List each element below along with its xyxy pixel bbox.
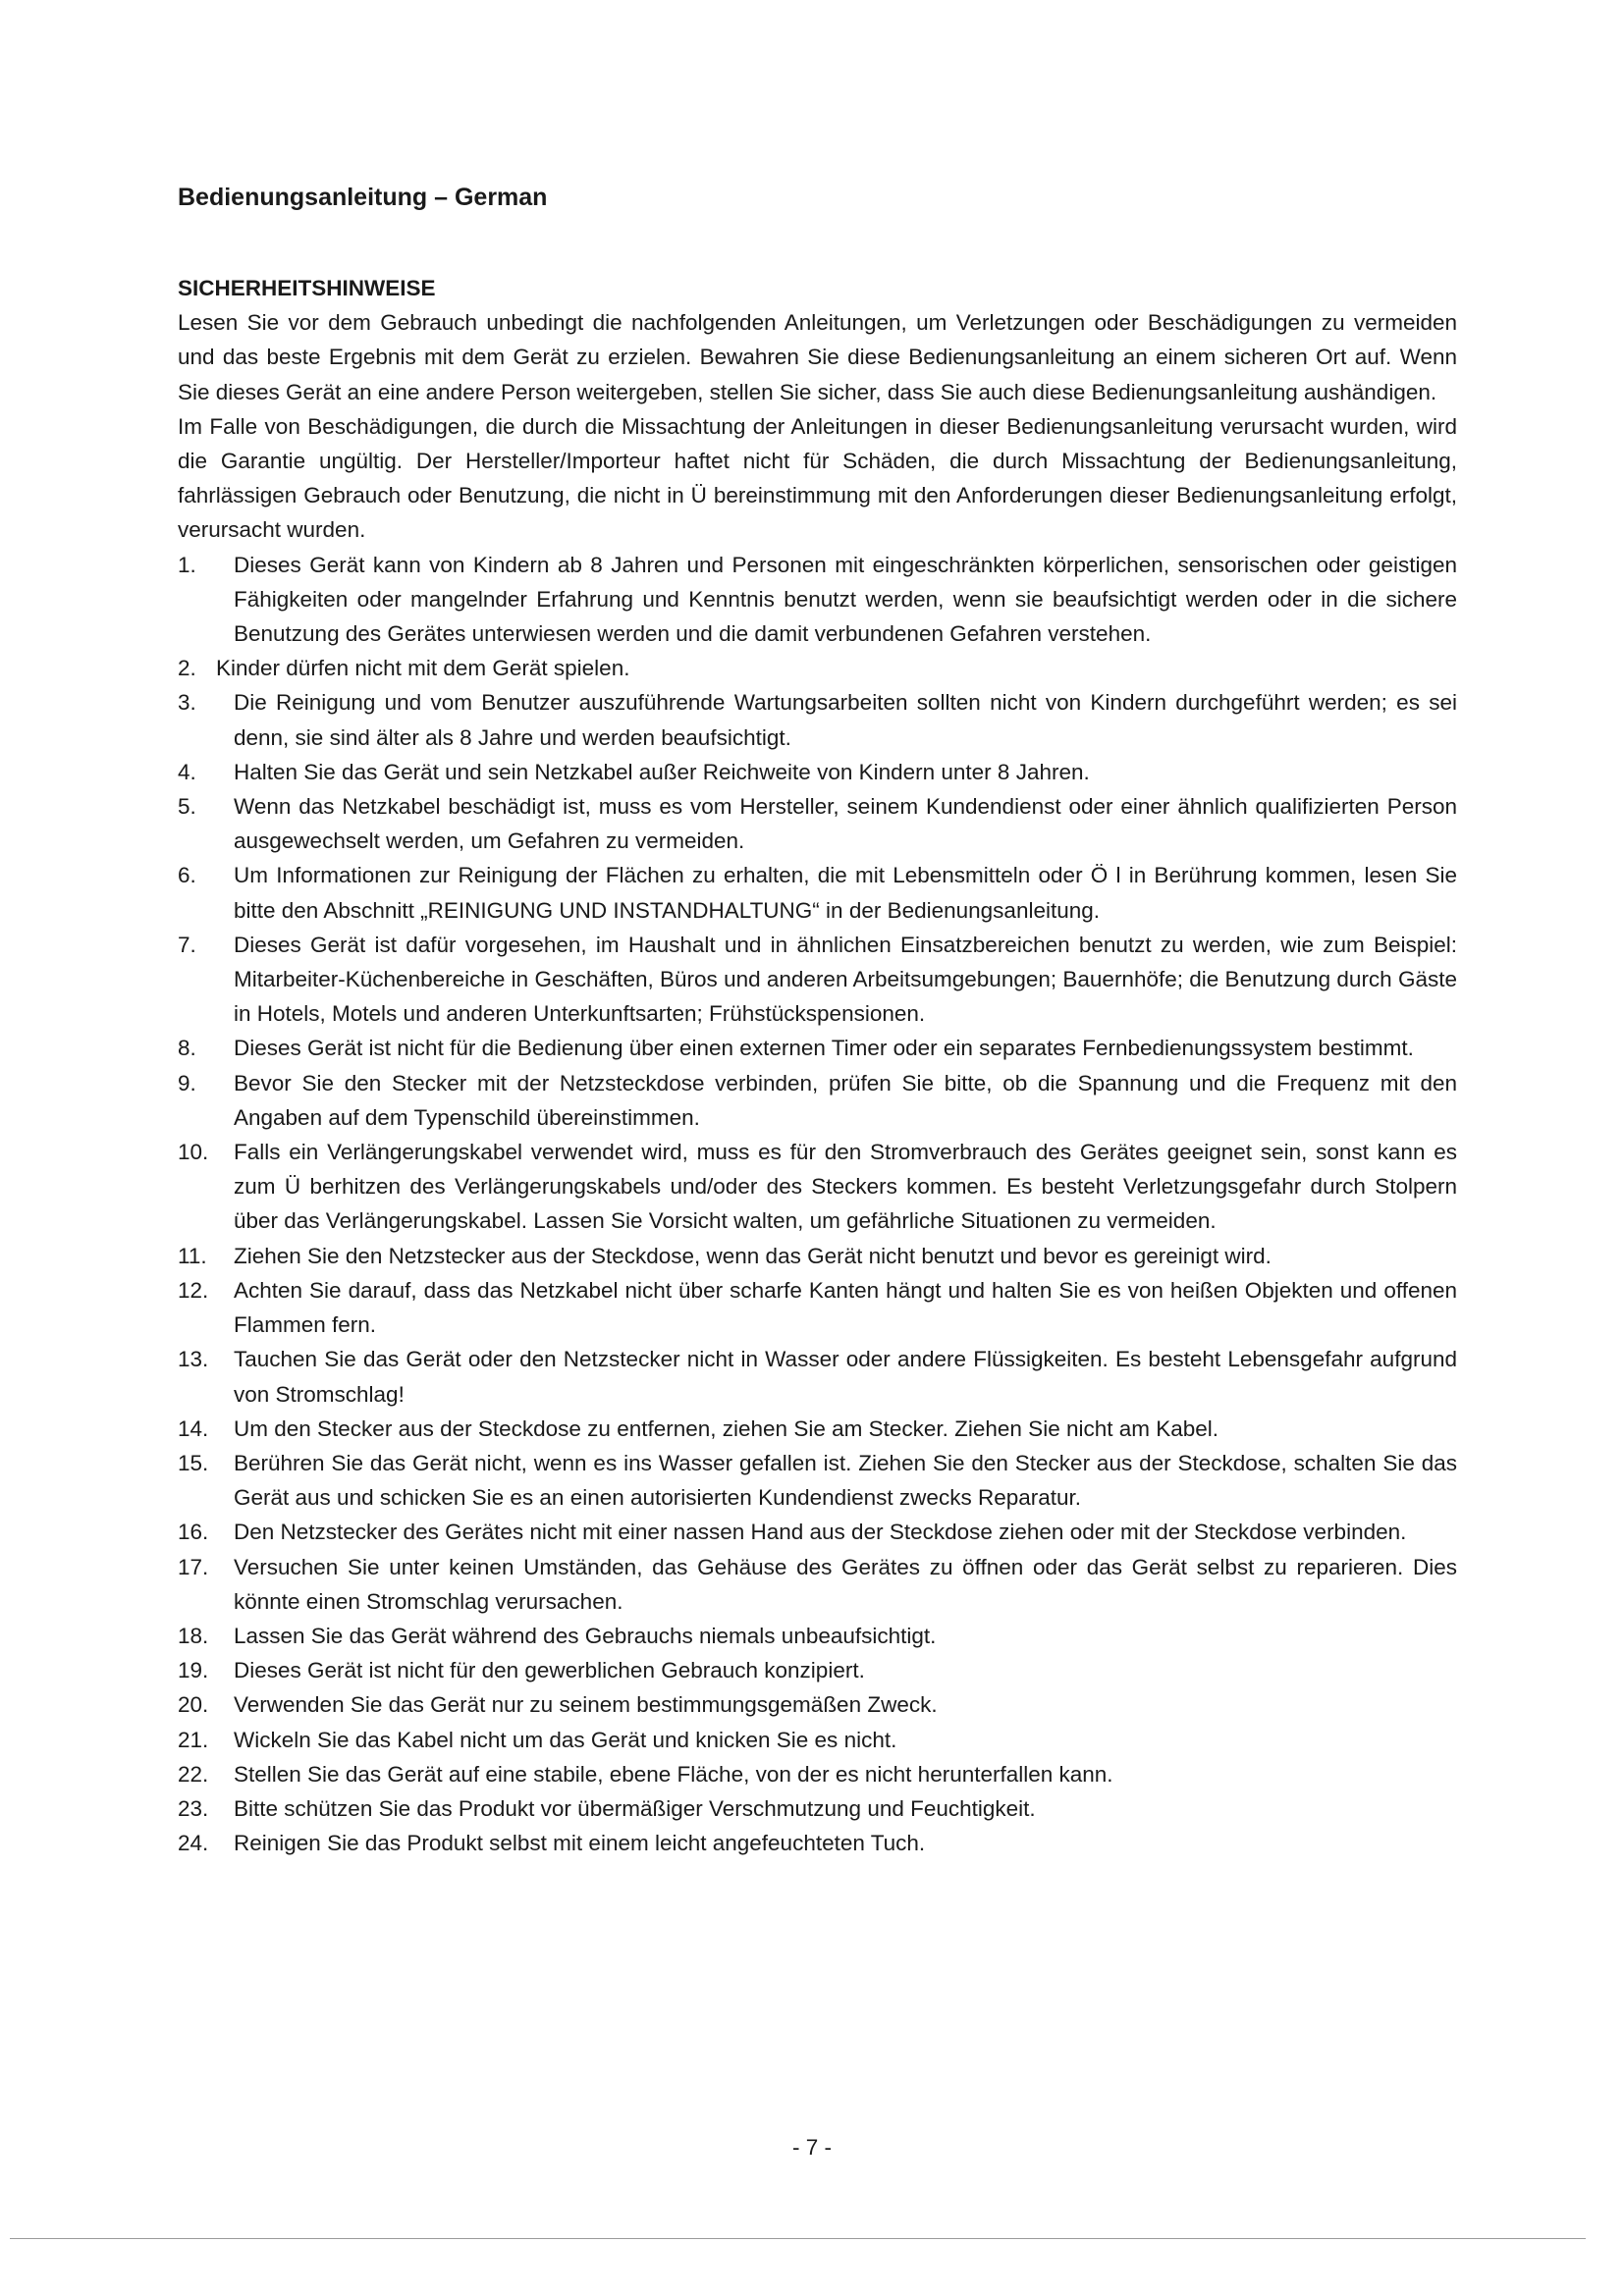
item-number: 4. xyxy=(178,759,196,784)
item-text: Achten Sie darauf, dass das Netzkabel nicht über scharfe Kanten hängt und halten Sie es von heißen Objekten und offenen Flammen fern. xyxy=(234,1277,1457,1338)
list-item xyxy=(178,1687,1457,1722)
item-number: 19. xyxy=(178,1658,209,1683)
item-number: 14. xyxy=(178,1415,209,1441)
item-text: Bevor Sie den Stecker mit der Netzsteckdose verbinden, prüfen Sie bitte, ob die Spannung und die Frequenz mit den Angaben auf dem Typenschild übereinstimmen. xyxy=(234,1070,1457,1130)
item-text: Falls ein Verlängerungskabel verwendet wird, muss es für den Stromverbrauch des Gerätes geeignet sein, sonst kann es zum Ü berhitzen des Verlängerungskabels und/oder des Steckers kommen. Es besteht Verletzungsgefahr durch Stolpern über das Verlängerungskabel. Lassen Sie Vorsicht walten, um gefährliche Situationen zu vermeiden. xyxy=(234,1140,1457,1234)
item-text: Um den Stecker aus der Steckdose zu entfernen, ziehen Sie am Stecker. Ziehen Sie nicht am Kabel. xyxy=(234,1415,1219,1441)
item-number: 24. xyxy=(178,1831,209,1856)
document-body xyxy=(178,271,1457,1860)
page-title: Bedienungsanleitung – German xyxy=(178,184,548,211)
list-item xyxy=(178,1653,1457,1687)
item-text: Reinigen Sie das Produkt selbst mit einem leicht angefeuchteten Tuch. xyxy=(234,1831,926,1856)
item-number: 9. xyxy=(178,1070,196,1095)
item-number: 5. xyxy=(178,794,196,820)
section-heading: SICHERHEITSHINWEISE xyxy=(178,276,436,300)
list-item xyxy=(178,1273,1457,1342)
item-text: Lassen Sie das Gerät während des Gebrauchs niemals unbeaufsichtigt. xyxy=(234,1623,937,1648)
item-text: Kinder dürfen nicht mit dem Gerät spielen. xyxy=(216,656,630,681)
item-text: Ziehen Sie den Netzstecker aus der Steckdose, wenn das Gerät nicht benutzt und bevor es gereinigt wird. xyxy=(234,1243,1272,1268)
list-item xyxy=(178,685,1457,754)
item-number: 8. xyxy=(178,1036,196,1061)
item-text: Wickeln Sie das Kabel nicht um das Gerät und knicken Sie es nicht. xyxy=(234,1727,897,1752)
safety-list xyxy=(178,548,1457,1861)
footer-divider xyxy=(10,2238,1586,2239)
list-item xyxy=(178,1619,1457,1653)
item-number: 10. xyxy=(178,1140,209,1165)
item-number: 6. xyxy=(178,863,196,888)
list-item xyxy=(178,1031,1457,1065)
warranty-paragraph: Im Falle von Beschädigungen, die durch die Missachtung der Anleitungen in dieser Bedienungsanleitung verursacht wurden, wird die Garantie ungültig. Der Hersteller/Importeur haftet nicht für Schäden, die durch Missachtung der Bedienungsanleitung, fahrlässigen Gebrauch oder Benutzung, die nicht in Ü bereinstimmung mit den Anforderungen dieser Bedienungsanleitung erfolgt, verursacht wurden. xyxy=(178,413,1457,543)
item-number: 1. xyxy=(178,552,196,577)
item-number: 15. xyxy=(178,1450,209,1475)
item-text: Verwenden Sie das Gerät nur zu seinem bestimmungsgemäßen Zweck. xyxy=(234,1692,938,1718)
item-text: Bitte schützen Sie das Produkt vor übermäßiger Verschmutzung und Feuchtigkeit. xyxy=(234,1795,1036,1821)
item-text: Dieses Gerät ist nicht für den gewerblichen Gebrauch konzipiert. xyxy=(234,1658,865,1683)
list-item xyxy=(178,651,1457,685)
item-text: Stellen Sie das Gerät auf eine stabile, ebene Fläche, von der es nicht herunterfallen kann. xyxy=(234,1761,1113,1787)
list-item xyxy=(178,789,1457,858)
item-text: Wenn das Netzkabel beschädigt ist, muss es vom Hersteller, seinem Kundendienst oder einer ähnlich qualifizierten Person ausgewechselt werden, um Gefahren zu vermeiden. xyxy=(234,794,1457,854)
item-text: Dieses Gerät kann von Kindern ab 8 Jahren und Personen mit eingeschränkten körperlichen, sensorischen oder geistigen Fähigkeiten oder mangelnder Erfahrung und Kenntnis benutzt werden, wenn sie beaufsichtigt werden oder in die sichere Benutzung des Gerätes unterwiesen werden und die damit verbundenen Gefahren verstehen. xyxy=(234,552,1457,647)
item-number: 23. xyxy=(178,1795,209,1821)
list-item xyxy=(178,1135,1457,1239)
item-number: 2. xyxy=(178,656,196,681)
list-item xyxy=(178,858,1457,927)
item-number: 20. xyxy=(178,1692,209,1718)
list-item xyxy=(178,1239,1457,1273)
list-item xyxy=(178,1791,1457,1826)
list-item xyxy=(178,1412,1457,1446)
list-item xyxy=(178,1757,1457,1791)
item-number: 16. xyxy=(178,1520,209,1545)
item-text: Halten Sie das Gerät und sein Netzkabel außer Reichweite von Kindern unter 8 Jahren. xyxy=(234,759,1090,784)
item-number: 11. xyxy=(178,1243,207,1268)
item-text: Die Reinigung und vom Benutzer auszuführende Wartungsarbeiten sollten nicht von Kindern durchgeführt werden; es sei denn, sie sind älter als 8 Jahre und werden beaufsichtigt. xyxy=(234,690,1457,750)
item-text: Dieses Gerät ist dafür vorgesehen, im Haushalt und in ähnlichen Einsatzbereichen benutzt zu werden, wie zum Beispiel: Mitarbeiter-Küchenbereiche in Geschäften, Büros und anderen Arbeitsumgebungen; Bauernhöfe; die Benutzung durch Gäste in Hotels, Motels und anderen Unterkunftsarten; Frühstückspensionen. xyxy=(234,932,1457,1027)
list-item xyxy=(178,1550,1457,1619)
list-item xyxy=(178,548,1457,652)
list-item xyxy=(178,928,1457,1032)
item-text: Versuchen Sie unter keinen Umständen, das Gehäuse des Gerätes zu öffnen oder das Gerät selbst zu reparieren. Dies könnte einen Stromschlag verursachen. xyxy=(234,1554,1457,1614)
intro-paragraph: Lesen Sie vor dem Gebrauch unbedingt die nachfolgenden Anleitungen, um Verletzungen oder Beschädigungen zu vermeiden und das beste Ergebnis mit dem Gerät zu erzielen. Bewahren Sie diese Bedienungsanleitung an einem sicheren Ort auf. Wenn Sie dieses Gerät an eine andere Person weitergeben, stellen Sie sicher, dass Sie auch diese Bedienungsanleitung aushändigen. xyxy=(178,310,1457,404)
list-item xyxy=(178,1342,1457,1411)
list-item xyxy=(178,1723,1457,1757)
list-item xyxy=(178,1446,1457,1515)
item-text: Den Netzstecker des Gerätes nicht mit einer nassen Hand aus der Steckdose ziehen oder mit der Steckdose verbinden. xyxy=(234,1520,1407,1545)
item-number: 7. xyxy=(178,932,196,957)
list-item xyxy=(178,755,1457,789)
item-number: 22. xyxy=(178,1761,209,1787)
item-number: 21. xyxy=(178,1727,209,1752)
item-number: 12. xyxy=(178,1277,209,1303)
item-text: Tauchen Sie das Gerät oder den Netzstecker nicht in Wasser oder andere Flüssigkeiten. Es besteht Lebensgefahr aufgrund von Stromschlag! xyxy=(234,1347,1457,1407)
list-item xyxy=(178,1066,1457,1135)
item-number: 17. xyxy=(178,1554,209,1579)
item-number: 3. xyxy=(178,690,196,716)
list-item xyxy=(178,1515,1457,1549)
list-item xyxy=(178,1826,1457,1860)
item-text: Um Informationen zur Reinigung der Flächen zu erhalten, die mit Lebensmitteln oder Ö l in Berührung kommen, lesen Sie bitte den Abschnitt „REINIGUNG UND INSTANDHALTUNG“ in der Bedienungsanleitung. xyxy=(234,863,1457,923)
page-number: - 7 - xyxy=(791,2135,832,2160)
item-number: 13. xyxy=(178,1347,209,1372)
item-text: Berühren Sie das Gerät nicht, wenn es ins Wasser gefallen ist. Ziehen Sie den Stecker aus der Steckdose, schalten Sie das Gerät aus und schicken Sie es an einen autorisierten Kundendienst zwecks Reparatur. xyxy=(234,1450,1457,1511)
item-text: Dieses Gerät ist nicht für die Bedienung über einen externen Timer oder ein separates Fernbedienungssystem bestimmt. xyxy=(234,1036,1414,1061)
item-number: 18. xyxy=(178,1623,209,1648)
